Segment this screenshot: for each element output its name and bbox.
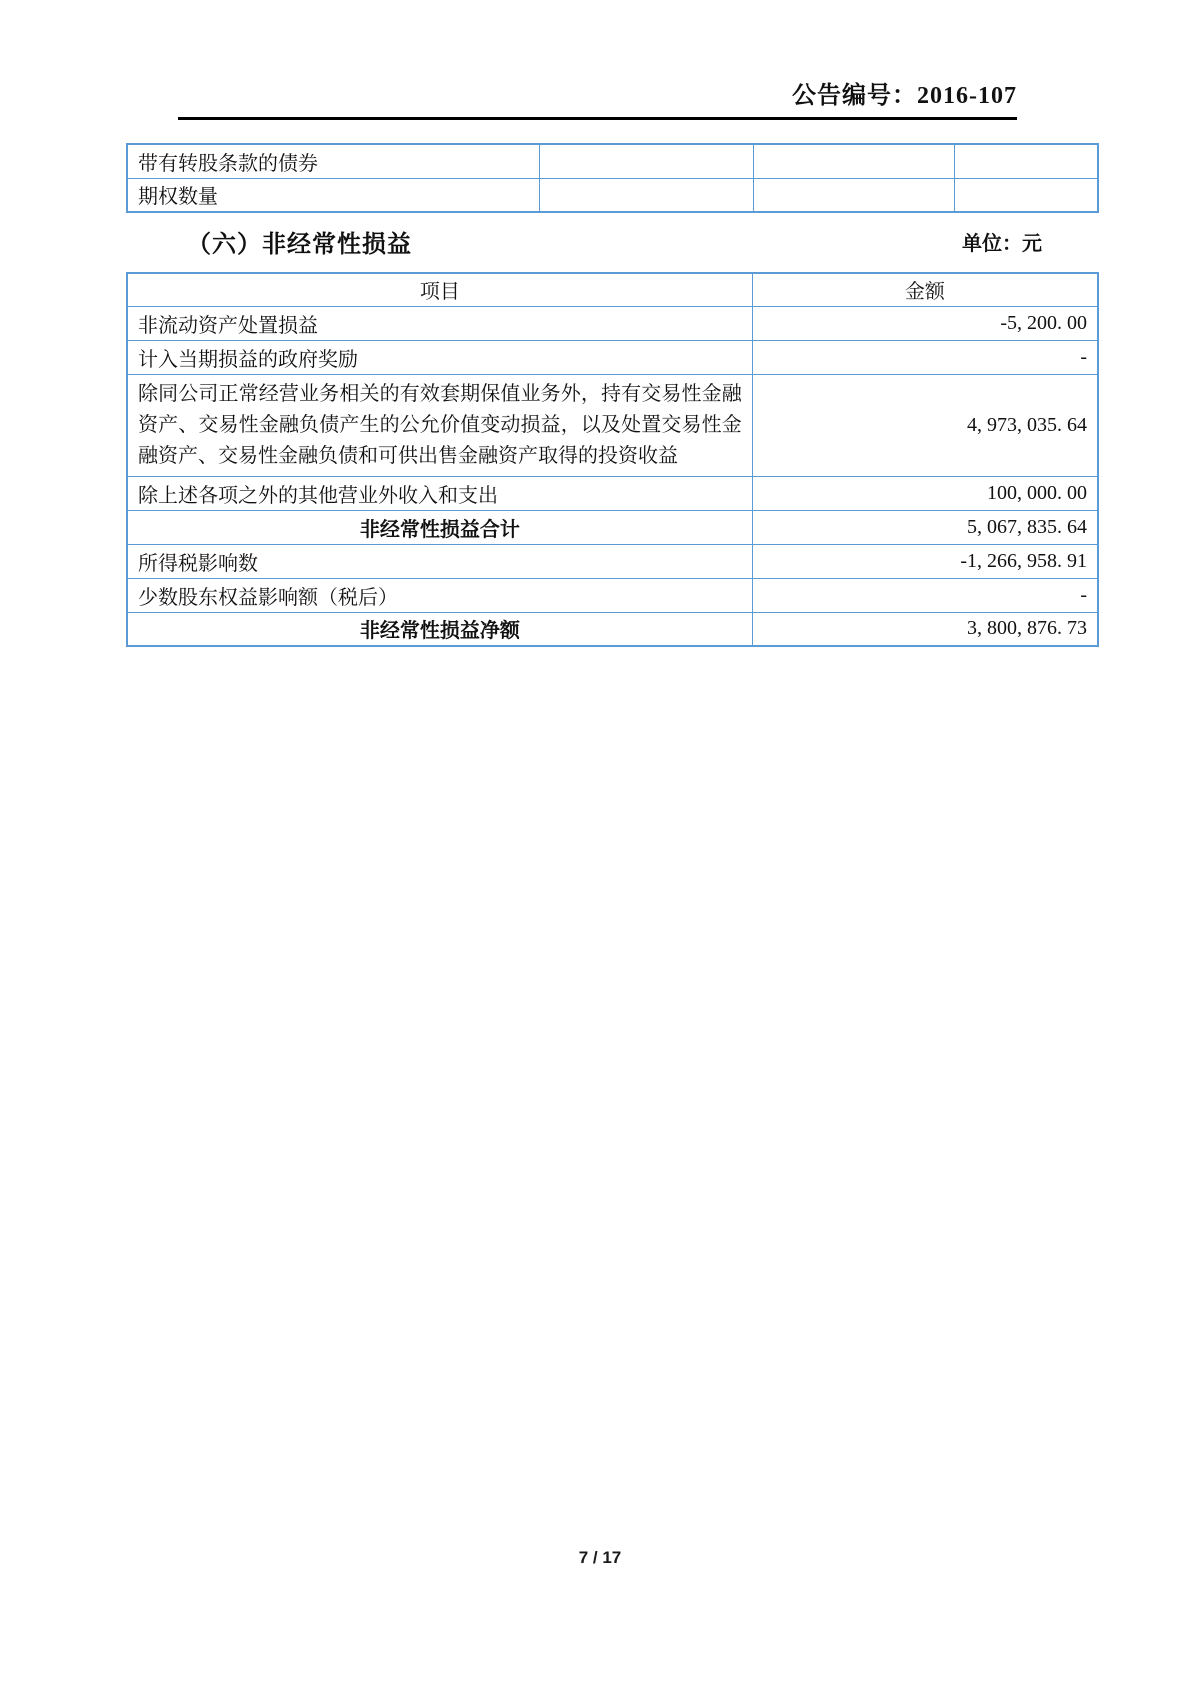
table-row — [127, 476, 1098, 510]
section-heading-row — [126, 222, 1099, 260]
item-cell: 带有转股条款的债券 — [127, 144, 540, 178]
net-total-row — [127, 612, 1098, 646]
table-header-row — [127, 273, 1098, 306]
table-row — [127, 544, 1098, 578]
page-number: 7 / 17 — [578, 1548, 622, 1567]
item-cell: 非流动资产处置损益 — [127, 306, 752, 340]
section-title: （六）非经常性损益 — [187, 230, 412, 258]
table-row — [127, 340, 1098, 374]
empty-cell — [753, 144, 954, 178]
amount-cell: - — [752, 340, 1098, 374]
empty-cell — [954, 144, 1098, 178]
item-cell: 期权数量 — [127, 178, 540, 212]
item-cell: 非经常性损益净额 — [127, 612, 752, 646]
empty-cell — [954, 178, 1098, 212]
non-recurring-items-table — [126, 272, 1099, 647]
item-cell: 少数股东权益影响额（税后） — [127, 578, 752, 612]
column-header-amount: 金额 — [752, 273, 1098, 306]
table-row — [127, 178, 1098, 212]
table-row — [127, 374, 1098, 476]
amount-cell: -5, 200. 00 — [752, 306, 1098, 340]
amount-cell: 5, 067, 835. 64 — [752, 510, 1098, 544]
table-row — [127, 578, 1098, 612]
empty-cell — [540, 144, 754, 178]
empty-cell — [753, 178, 954, 212]
amount-cell: - — [752, 578, 1098, 612]
subtotal-row — [127, 510, 1098, 544]
table-row — [127, 306, 1098, 340]
item-cell: 计入当期损益的政府奖励 — [127, 340, 752, 374]
table-row — [127, 144, 1098, 178]
unit-label: 单位：元 — [962, 232, 1042, 255]
amount-cell: 3, 800, 876. 73 — [752, 612, 1098, 646]
amount-cell: -1, 266, 958. 91 — [752, 544, 1098, 578]
item-cell: 所得税影响数 — [127, 544, 752, 578]
item-cell: 除上述各项之外的其他营业外收入和支出 — [127, 476, 752, 510]
announcement-number: 公告编号：2016-107 — [792, 83, 1017, 109]
amount-cell: 100, 000. 00 — [752, 476, 1098, 510]
item-cell: 除同公司正常经营业务相关的有效套期保值业务外，持有交易性金融资产、交易性金融负债产生的公允价值变动损益，以及处置交易性金融资产、交易性金融负债和可供出售金融资产取得的投资收益 — [127, 374, 752, 476]
header-rule — [178, 117, 1017, 120]
continuation-table — [126, 143, 1099, 213]
item-cell: 非经常性损益合计 — [127, 510, 752, 544]
column-header-item: 项目 — [127, 273, 752, 306]
amount-cell: 4, 973, 035. 64 — [752, 374, 1098, 476]
empty-cell — [540, 178, 754, 212]
